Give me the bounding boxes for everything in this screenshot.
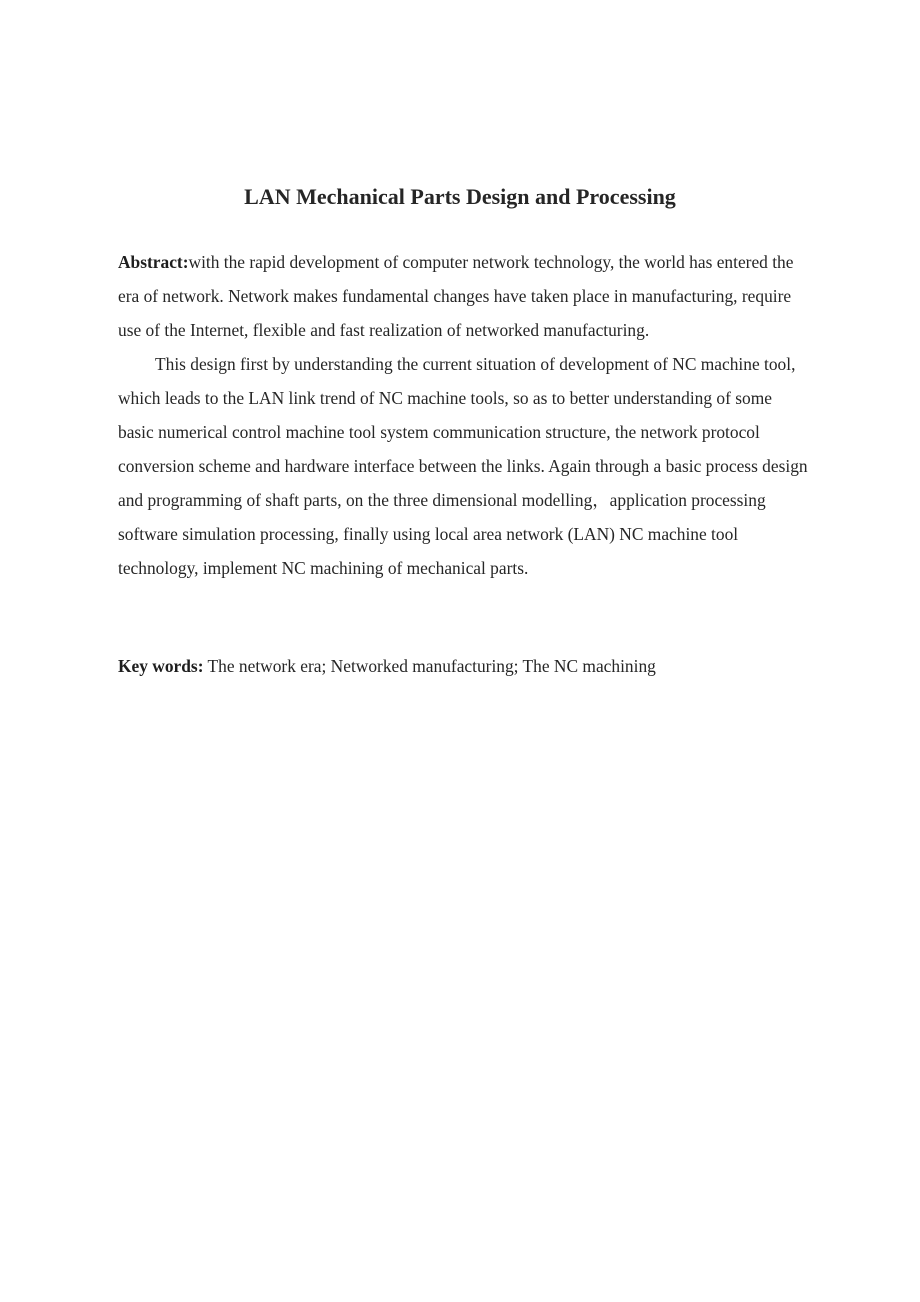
abstract-label: Abstract: [118,252,189,272]
abstract-paragraph-1 [118,245,808,347]
document-title: LAN Mechanical Parts Design and Processing [244,184,676,209]
keywords-section [118,652,808,680]
abstract-text-1: with the rapid development of computer network technology, the world has entered the era of network. Network makes fundamental changes have taken place in manufacturing, require use of the Internet, flexible and fast realization of networked manufacturing. [118,252,794,340]
keywords-text: The network era; Networked manufacturing; The NC machining [203,656,656,676]
keywords-label: Key words: [118,656,204,676]
abstract-paragraph-2: This design first by understanding the current situation of development of NC machine tool, which leads to the LAN link trend of NC machine tools, so as to better understanding of some basic numerical control machine tool system communication structure, the network protocol conversion scheme and hardware interface between the links. Again through a basic process design and programming of shaft parts, on the three dimensional modelling，application processing software simulation processing, finally using local area network (LAN) NC machine tool technology, implement NC machining of mechanical parts. [118,354,808,578]
abstract-section [118,245,808,585]
